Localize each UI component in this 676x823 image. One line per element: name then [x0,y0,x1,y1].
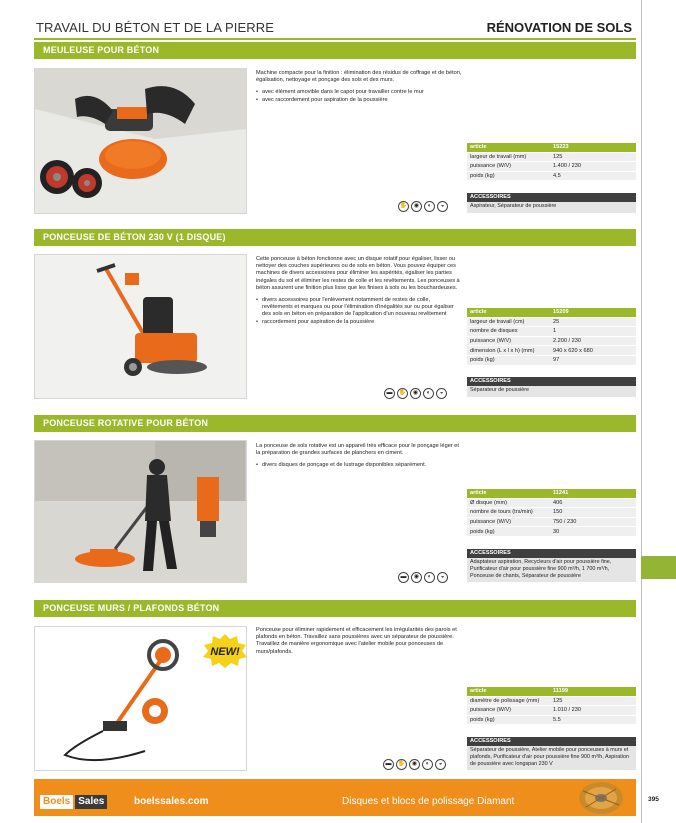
spec-value: 125 [550,152,636,162]
diamond-disc-image [578,781,624,815]
safety-icons [398,201,448,212]
product-description [256,256,462,326]
ear-protection-icon: ◐ [424,572,435,583]
description-text: La ponceuse de sols rotative est un appareil très efficace pour le ponçage léger et la préparation de grandes surfaces de planchers en ciment. [256,443,459,457]
shoes-icon: ▬ [398,572,409,583]
spec-row [467,171,636,181]
spec-label: nombre de disques [467,327,550,337]
footer-website-link[interactable]: boelssales.com [134,796,209,807]
spec-row [467,327,636,337]
spec-row [467,336,636,346]
spec-label: article [467,143,550,152]
safety-icons [398,572,448,583]
chapter-title: TRAVAIL DU BÉTON ET DE LA PIERRE [36,20,274,35]
accessories-header: ACCESSOIRES [467,377,636,386]
feature-list [256,89,462,103]
feature-item: • divers accessoires pour l'enlèvement notamment de restes de colle, revêtements et marques ou pour l'élimination d'inégalités sur ou pour égaliser des sols en béton en préparation de l'application d'un nouveau revêtement [256,297,462,319]
spec-label: poids (kg) [467,715,550,725]
spec-row-article [467,489,636,498]
spec-label: largeur de travail (mm) [467,152,550,162]
product-description [256,443,462,470]
spec-label: Ø disque (mm) [467,498,550,508]
product-title-bar: MEULEUSE POUR BÉTON [34,42,636,59]
mask-icon: ◒ [435,759,446,770]
product-title-bar: PONCEUSE DE BÉTON 230 V (1 DISQUE) [34,229,636,246]
spec-label: article [467,489,550,498]
brand-logo-part1: Boels [40,795,73,809]
spec-row [467,162,636,172]
product-photo-grinder [34,68,247,214]
spec-value: 406 [550,498,636,508]
header-rule [34,38,636,40]
description-text: Machine compacte pour la finition : élimination des résidus de coffrage et de béton, égalisation, nettoyage et ponçage des sols et des murs. [256,70,462,84]
product-description [256,627,462,661]
spec-label: article [467,308,550,317]
spec-row [467,317,636,327]
goggles-icon: ◉ [410,388,421,399]
spec-value: 11241 [550,489,636,498]
goggles-icon: ◉ [411,201,422,212]
accessories-list: Aspirateur, Séparateur de poussière [467,202,636,213]
spec-value: 11199 [550,687,636,696]
spec-row-article [467,308,636,317]
mask-icon: ◒ [437,201,448,212]
spec-row [467,498,636,508]
shoes-icon: ▬ [384,388,395,399]
feature-item: • divers disques de ponçage et de lustrage disponibles séparément. [256,462,462,469]
spec-value: 940 x 620 x 680 [550,346,636,356]
spec-row-article [467,143,636,152]
spec-label: diamètre de polissage (mm) [467,696,550,706]
product-photo-rotary-sander [34,440,247,583]
description-text: Cette ponceuse à béton fonctionne avec un disque rotatif pour égaliser, lisser ou nettoyer des couches supérieures ou de sols en béton. Vous pouvez équiper ces machines de divers accessoires pour éliminer les aspérités, égaliser les parties inégales du sol et éliminer les restes de colle et les revêtements. Les ponceuses à béton assurent une finition plus lisse que les finises à sols ou les bouchardeuses. [256,256,460,291]
spec-value: 2.200 / 230 [550,336,636,346]
spec-row [467,706,636,716]
feature-list [256,462,462,469]
feature-list [256,297,462,326]
page-edge-line [641,0,642,823]
spec-value: 4,5 [550,171,636,181]
feature-item: • avec élément amovible dans le capot pour travailler contre le mur [256,89,462,96]
brand-logo [40,795,107,809]
page-number: 395 [648,796,659,803]
spec-value: 150 [550,508,636,518]
spec-value: 30 [550,527,636,537]
spec-label: poids (kg) [467,171,550,181]
spec-row [467,508,636,518]
glove-icon: ✋ [398,201,409,212]
accessories-header: ACCESSOIRES [467,549,636,558]
spec-label: poids (kg) [467,355,550,365]
description-text: Ponceuse pour éliminer rapidement et efficacement les irrégularités des parois et plafonds en béton. Travaillez sans poussières avec un séparateur de poussière. Travaillez de manière ergonomique avec l'atelier mobile pour ponceuses de murs/plafonds. [256,627,457,655]
spec-value: 5.5 [550,715,636,725]
spec-label: nombre de tours (trs/min) [467,508,550,518]
ear-protection-icon: ◐ [424,201,435,212]
spec-row [467,355,636,365]
spec-row [467,527,636,537]
spec-table [467,687,636,725]
spec-value: 15223 [550,143,636,152]
new-badge [202,633,248,669]
glove-icon: ✋ [397,388,408,399]
spec-value: 125 [550,696,636,706]
spec-label: puissance (W/V) [467,517,550,527]
accessories-list: Adaptateur aspiration, Recycleurs d'air pour poussière fine, Purificateur d'air pour poussière fine 900 m³/h, 1 700 m³/h, Ponceuse de chants, Séparateur de poussière [467,558,636,582]
spec-value: 1 [550,327,636,337]
spec-value: 25 [550,317,636,327]
ear-protection-icon: ◐ [423,388,434,399]
footer-tagline: Disques et blocs de polissage Diamant [342,796,515,807]
spec-label: largeur de travail (cm) [467,317,550,327]
spec-label: dimension (L x l x h) (mm) [467,346,550,356]
product-title-bar: PONCEUSE MURS / PLAFONDS BÉTON [34,600,636,617]
spec-value: 97 [550,355,636,365]
glove-icon: ✋ [396,759,407,770]
spec-table [467,308,636,366]
spec-row [467,517,636,527]
spec-label: puissance (W/V) [467,336,550,346]
brand-logo-part2: Sales [75,795,107,809]
accessories-header: ACCESSOIRES [467,737,636,746]
goggles-icon: ◉ [409,759,420,770]
spec-label: puissance (W/V) [467,162,550,172]
product-photo-floor-grinder [34,254,247,399]
product-title-bar: PONCEUSE ROTATIVE POUR BÉTON [34,415,636,432]
spec-label: poids (kg) [467,527,550,537]
accessories-list: Séparateur de poussière [467,386,636,397]
spec-label: puissance (W/V) [467,706,550,716]
product-description [256,70,462,104]
spec-table [467,489,636,537]
footer-banner [34,779,636,816]
spec-label: article [467,687,550,696]
goggles-icon: ◉ [411,572,422,583]
accessories-header: ACCESSOIRES [467,193,636,202]
spec-value: 1.010 / 230 [550,706,636,716]
spec-value: 750 / 230 [550,517,636,527]
spec-value: 15209 [550,308,636,317]
spec-value: 1.400 / 230 [550,162,636,172]
spec-row [467,696,636,706]
spec-row [467,346,636,356]
safety-icons [383,759,446,770]
spec-row [467,715,636,725]
chapter-tab [641,556,676,579]
mask-icon: ◒ [437,572,448,583]
spec-table [467,143,636,181]
feature-item: • avec raccordement pour aspiration de la poussière [256,97,462,104]
safety-icons [384,388,447,399]
mask-icon: ◒ [436,388,447,399]
accessories-list: Séparateur de poussière, Atelier mobile pour ponceuses à murs et plafonds, Purificateur d'air pour poussière fine 900 m³/h, Aspiration de poussière avec longspan 230 V [467,746,636,770]
new-badge-label: NEW! [210,646,240,658]
feature-item: • raccordement pour aspiration de la poussière [256,319,462,326]
shoes-icon: ▬ [383,759,394,770]
spec-row [467,152,636,162]
ear-protection-icon: ◐ [422,759,433,770]
section-title: RÉNOVATION DE SOLS [486,20,632,35]
spec-row-article [467,687,636,696]
